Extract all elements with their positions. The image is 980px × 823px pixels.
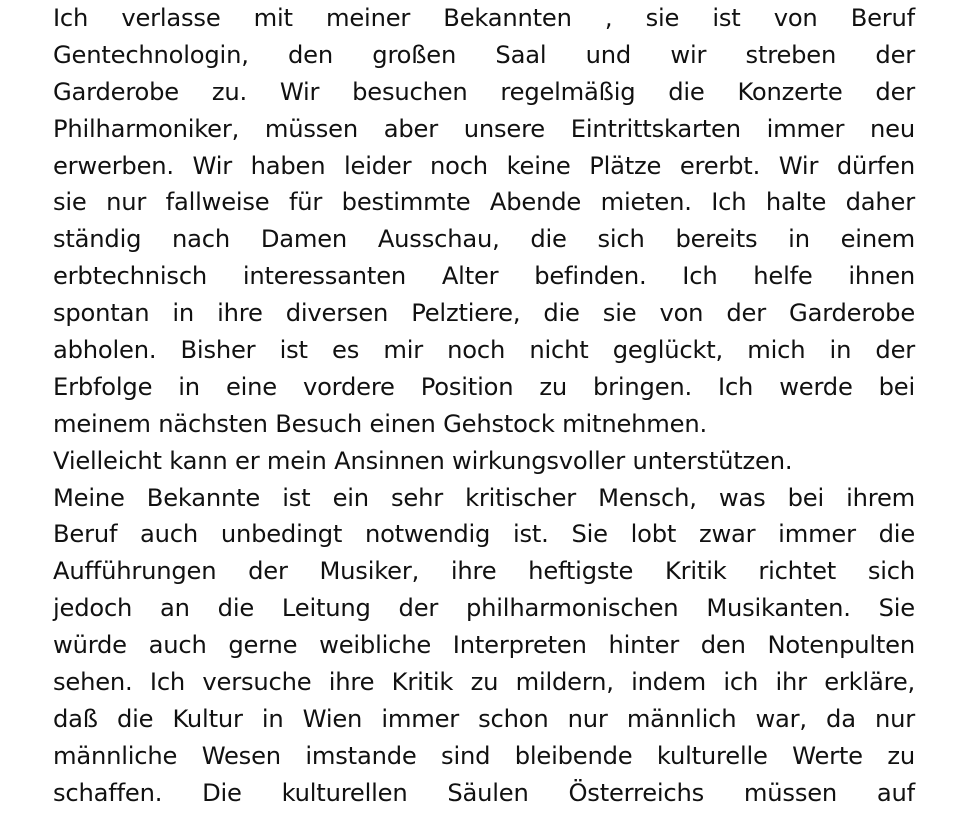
text-line-12: meinem nächsten Besuch einen Gehstock mitnehmen.	[53, 409, 707, 438]
text-line-15: Beruf auch unbedingt notwendig ist. Sie lobt zwar immer die	[53, 520, 915, 549]
text-line-19: sehen. Ich versuche ihre Kritik zu mildern, indem ich ihr erkläre,	[53, 668, 915, 697]
text-line-10: abholen. Bisher ist es mir noch nicht geglückt, mich in der	[53, 336, 915, 365]
text-line-18: würde auch gerne weibliche Interpreten hinter den Notenpulten	[53, 631, 915, 660]
text-line-17: jedoch an die Leitung der philharmonischen Musikanten. Sie	[53, 594, 915, 623]
text-line-9: spontan in ihre diversen Pelztiere, die sie von der Garderobe	[53, 299, 915, 328]
text-line-5: erwerben. Wir haben leider noch keine Plätze ererbt. Wir dürfen	[53, 151, 915, 180]
text-line-13: Vielleicht kann er mein Ansinnen wirkungsvoller unterstützen.	[53, 446, 793, 475]
text-line-16: Aufführungen der Musiker, ihre heftigste Kritik richtet sich	[53, 557, 915, 586]
text-line-4: Philharmoniker, müssen aber unsere Eintrittskarten immer neu	[53, 114, 915, 143]
text-line-7: ständig nach Damen Ausschau, die sich bereits in einem	[53, 225, 915, 254]
text-line-22: schaffen. Die kulturellen Säulen Österreichs müssen auf	[53, 778, 915, 807]
text-line-21: männliche Wesen imstande sind bleibende kulturelle Werte zu	[53, 741, 915, 770]
body-text	[53, 0, 915, 812]
text-line-11: Erbfolge in eine vordere Position zu bringen. Ich werde bei	[53, 372, 915, 401]
text-line-8: erbtechnisch interessanten Alter befinden. Ich helfe ihnen	[53, 262, 915, 291]
text-line-3: Garderobe zu. Wir besuchen regelmäßig die Konzerte der	[53, 77, 915, 106]
text-line-1: Ich verlasse mit meiner Bekannten , sie ist von Beruf	[53, 4, 915, 32]
text-line-6: sie nur fallweise für bestimmte Abende mieten. Ich halte daher	[53, 188, 915, 217]
text-line-14: Meine Bekannte ist ein sehr kritischer Mensch, was bei ihrem	[53, 483, 915, 512]
text-line-2: Gentechnologin, den großen Saal und wir streben der	[53, 40, 915, 69]
text-line-20: daß die Kultur in Wien immer schon nur männlich war, da nur	[53, 704, 915, 733]
